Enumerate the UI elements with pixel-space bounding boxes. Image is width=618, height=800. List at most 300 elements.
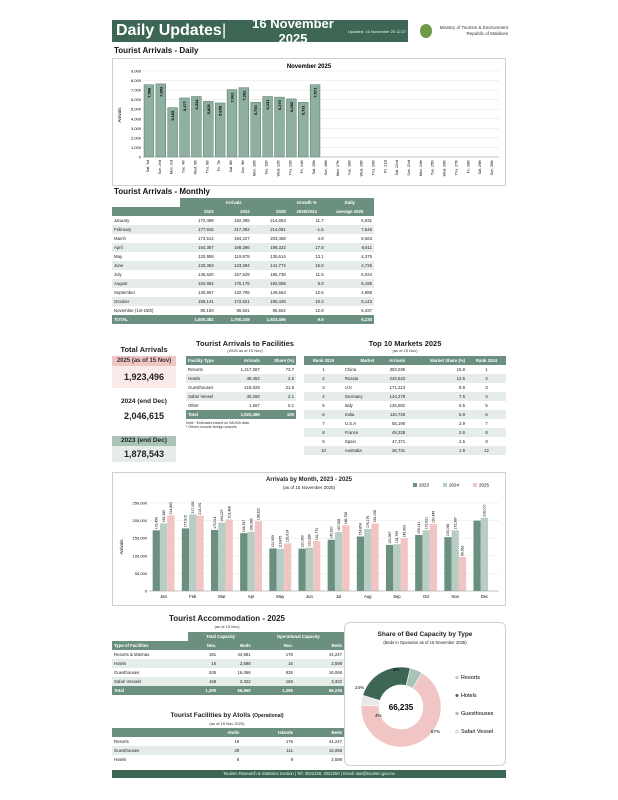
markets-cell: 5.8 bbox=[459, 412, 466, 417]
kpi-label-2024: 2024 (end Dec) bbox=[121, 398, 167, 405]
markets-cell: 7 bbox=[322, 421, 325, 426]
markets-cell: 6 bbox=[322, 412, 325, 417]
monthly-cell: 6,611 bbox=[361, 245, 372, 250]
monthly-row bbox=[112, 234, 374, 243]
markets-cell: 6 bbox=[485, 412, 488, 417]
mchart-bar-label: 186,738 bbox=[344, 512, 349, 525]
accom-cell: 16,068 bbox=[237, 670, 251, 675]
accom-row bbox=[112, 659, 344, 668]
markets-cell: Russia bbox=[344, 376, 359, 381]
monthly-cell: 6,931 bbox=[361, 218, 372, 223]
atolls-cell: 9 bbox=[290, 757, 293, 762]
atolls-cell: 111 bbox=[286, 748, 293, 753]
h-arrivals: Arrivals bbox=[180, 198, 288, 207]
mchart-xtick: Jan bbox=[160, 594, 167, 599]
atolls-row bbox=[112, 755, 344, 764]
mchart-bar-label: 192,385 bbox=[161, 510, 166, 523]
markets-cell: 144,278 bbox=[389, 394, 406, 399]
pie-legend-swatch bbox=[456, 676, 459, 679]
monthly-cell: 119,875 bbox=[234, 254, 250, 259]
markets-cell: U.K bbox=[344, 385, 353, 390]
markets-cell: 171,213 bbox=[389, 385, 406, 390]
daily-xtick: Mon, 24th bbox=[418, 160, 423, 176]
markets-row bbox=[304, 419, 506, 428]
accom-cell: Guesthouses bbox=[114, 670, 140, 675]
atolls-row bbox=[112, 737, 344, 746]
monthly-row bbox=[112, 243, 374, 252]
monthly-cell: 7,646 bbox=[361, 227, 372, 232]
monthly-cell: 85,601 bbox=[236, 308, 250, 313]
monthly-table-wrap bbox=[112, 198, 374, 324]
daily-xtick: Thu, 27th bbox=[454, 160, 459, 176]
accom-title: Tourist Accommodation - 2025 bbox=[168, 614, 286, 623]
markets-cell: Germany bbox=[344, 394, 363, 399]
mchart-bar-label: 153,058 bbox=[446, 523, 451, 537]
daily-xtick: Mon, 10th bbox=[252, 160, 257, 176]
pie-legend-swatch bbox=[456, 730, 459, 733]
pie-legend-swatch bbox=[456, 712, 459, 715]
monthly-cell: 9.0 bbox=[317, 281, 324, 286]
ah-nos1: Nos. bbox=[188, 641, 218, 650]
atolls-cell: Guesthouses bbox=[114, 748, 140, 753]
markets-cell: 9 bbox=[485, 439, 488, 444]
h-growth: Growth % bbox=[288, 198, 326, 207]
pie-legend-swatch bbox=[456, 694, 459, 697]
facilities-cell: Hotels bbox=[188, 376, 201, 381]
facilities-note-1: Note : Estimates based on IMUGA data bbox=[186, 421, 249, 425]
mchart-ytick: 200,000 bbox=[132, 518, 147, 524]
mchart-bar-label: 217,392 bbox=[190, 501, 195, 514]
markets-cell: 4 bbox=[322, 394, 325, 399]
markets-cell: 2.6 bbox=[459, 430, 466, 435]
accom-cell: 3,322 bbox=[239, 679, 251, 684]
monthly-cell: 149,563 bbox=[270, 290, 286, 295]
markets-cell: 5 bbox=[322, 403, 325, 408]
mchart-bar-2024 bbox=[160, 523, 167, 591]
monthly-cell: November (1st-15th) bbox=[114, 308, 154, 313]
markets-cell: India bbox=[344, 412, 355, 417]
facilities-title: Tourist Arrivals to Facilities bbox=[196, 339, 294, 348]
daily-xtick: Sat, 15th bbox=[312, 160, 317, 175]
markets-cell: 3 bbox=[485, 385, 488, 390]
daily-xtick: Mon, 17th bbox=[335, 160, 340, 176]
accom-cell: 935 bbox=[208, 670, 217, 675]
atolls-sub: (as of 15 Nov 2025) bbox=[209, 721, 245, 726]
daily-bar-label: 7,061 bbox=[229, 92, 235, 103]
daily-bar-label: 5,658 bbox=[217, 105, 223, 116]
mchart-bar-2025 bbox=[430, 524, 437, 591]
daily-ytick: 9,000 bbox=[130, 68, 141, 74]
facilities-table-wrap bbox=[186, 356, 296, 429]
mchart-ytick: 250,000 bbox=[132, 500, 147, 506]
markets-table bbox=[304, 356, 506, 455]
pie-center-value: 66,235 bbox=[388, 703, 414, 712]
daily-xtick: Tue, 25th bbox=[430, 160, 435, 176]
pie-legend-label: Guesthouses bbox=[461, 711, 494, 717]
monthly-cell: 173,514 bbox=[198, 236, 214, 241]
daily-ytick: 0 bbox=[138, 154, 141, 160]
monthly-cell: March bbox=[114, 236, 126, 241]
monthly-cell: 190,445 bbox=[270, 299, 286, 304]
markets-cell: Spain bbox=[344, 439, 356, 444]
markets-cell: 3 bbox=[322, 385, 325, 390]
daily-bar-label: 6,177 bbox=[182, 100, 188, 111]
mchart-bar-label: 159,141 bbox=[416, 521, 421, 534]
daily-xtick: Sat, 29th bbox=[478, 160, 483, 175]
monthly-cell: 192,385 bbox=[234, 218, 250, 223]
accom-cell: 168 bbox=[285, 679, 293, 684]
mchart-bar-2023 bbox=[269, 548, 276, 591]
monthly-row bbox=[112, 261, 374, 270]
markets-cell: 6.5 bbox=[459, 403, 466, 408]
mh-rank: Rank 2025 bbox=[304, 356, 343, 365]
monthly-cell: 6,143 bbox=[361, 299, 372, 304]
mchart-bar-2025 bbox=[255, 521, 262, 591]
facilities-row bbox=[186, 374, 296, 383]
monthly-cell: -1.5 bbox=[316, 227, 324, 232]
monthly-cell: 172,499 bbox=[198, 218, 214, 223]
mchart-bar-2024 bbox=[481, 518, 488, 591]
mchart-bar-2025 bbox=[226, 519, 233, 591]
mchart-xtick: Dec bbox=[480, 594, 489, 599]
monthly-row bbox=[112, 279, 374, 288]
mchart-legend-label: 2025 bbox=[479, 482, 490, 488]
mchart-xtick: Feb bbox=[189, 594, 197, 599]
monthly-cell: 167,528 bbox=[234, 272, 250, 277]
mchart-xtick: Oct bbox=[422, 594, 430, 599]
mchart-bar-2024 bbox=[218, 523, 225, 591]
monthly-cell: 145,620 bbox=[198, 272, 214, 277]
daily-xtick: Sun, 30th bbox=[490, 160, 495, 176]
mchart-bar-2023 bbox=[357, 536, 364, 591]
mchart-bar-2025 bbox=[459, 557, 466, 591]
facilities-cell: 2.1 bbox=[288, 394, 294, 399]
ath-atolls: Atolls bbox=[196, 728, 242, 737]
daily-chart-title: November 2025 bbox=[286, 64, 332, 70]
mchart-bar-label: 119,875 bbox=[278, 535, 283, 548]
monthly-cell: 6,024 bbox=[361, 272, 372, 277]
republic-name: Republic of Maldives bbox=[466, 31, 508, 36]
fh-share: Share (%) bbox=[262, 356, 296, 365]
monthly-cell: 13.1 bbox=[315, 254, 324, 259]
daily-xtick: Wed, 5th bbox=[193, 160, 198, 175]
markets-body bbox=[304, 365, 506, 455]
kpi-label-2025: 2025 (as of 15 Nov) bbox=[112, 356, 176, 366]
daily-bar-label: 6,270 bbox=[276, 100, 282, 111]
kpi-value-2025: 1,923,496 bbox=[112, 366, 176, 388]
mchart-bar-label: 172,387 bbox=[453, 517, 458, 530]
accom-cell: Hotels bbox=[114, 661, 127, 666]
facilities-sub: (2025 as of 15 Nov) bbox=[227, 348, 263, 353]
monthly-cell: 176,175 bbox=[234, 281, 250, 286]
facilities-cell: 1,417,087 bbox=[240, 367, 260, 372]
mchart-xtick: Mar bbox=[218, 594, 226, 599]
daily-xtick: Sun, 2nd bbox=[157, 160, 162, 175]
monthly-row bbox=[112, 306, 374, 315]
header-bar bbox=[112, 16, 512, 46]
daily-xtick: Fri, 28th bbox=[466, 160, 471, 174]
markets-cell: 12 bbox=[484, 448, 489, 453]
mchart-ytick: 0 bbox=[144, 588, 147, 594]
monthly-cell: August bbox=[114, 281, 128, 286]
accom-cell: 16 bbox=[211, 661, 217, 666]
mchart-bar-label: 194,227 bbox=[220, 509, 225, 522]
mchart-bar-2023 bbox=[444, 537, 451, 591]
atolls-cell: 19 bbox=[234, 739, 240, 744]
mchart-bar-2024 bbox=[247, 532, 254, 591]
mchart-bar-label: 120,959 bbox=[271, 535, 276, 548]
markets-cell: 15.8 bbox=[456, 367, 466, 372]
markets-row bbox=[304, 437, 506, 446]
mchart-bar-label: 214,863 bbox=[169, 502, 174, 515]
mchart-xtick: Nov bbox=[451, 594, 459, 599]
mchart-xtick: May bbox=[276, 594, 285, 599]
monthly-body bbox=[112, 216, 374, 324]
mchart-bar-2025 bbox=[342, 525, 349, 591]
mchart-bar-label: 149,563 bbox=[402, 525, 407, 538]
facilities-cell: 49,452 bbox=[246, 376, 260, 381]
mh-market: Market bbox=[343, 356, 376, 365]
mchart-bar-label: 173,514 bbox=[212, 516, 217, 529]
accom-total-cell: 66,969 bbox=[218, 686, 253, 695]
daily-xtick: Wed, 12th bbox=[276, 160, 281, 177]
mchart-bar-2023 bbox=[298, 549, 305, 591]
markets-cell: France bbox=[344, 430, 359, 435]
accom-body bbox=[112, 650, 344, 695]
daily-xtick: Sat, 8th bbox=[229, 160, 233, 173]
daily-bar-label: 7,566 bbox=[146, 87, 152, 98]
ah-total: Total Capacity bbox=[188, 632, 252, 641]
daily-xtick: Tue, 4th bbox=[181, 160, 186, 174]
mchart-ytick: 100,000 bbox=[132, 553, 147, 559]
monthly-cell: 203,468 bbox=[270, 236, 286, 241]
atolls-title: Tourist Facilities by Atolls bbox=[170, 712, 251, 719]
mchart-bar-2024 bbox=[189, 514, 196, 591]
page-title: Daily Updates bbox=[116, 22, 222, 39]
monthly-cell: 4.8 bbox=[317, 236, 324, 241]
facilities-total-cell: 1,923,496 bbox=[229, 410, 262, 419]
mchart-xtick: Apr bbox=[247, 594, 255, 599]
mh-share: Market Share (%) bbox=[407, 356, 467, 365]
monthly-cell: 214,091 bbox=[270, 227, 286, 232]
mchart-subtitle: (as of 15 November 2025) bbox=[282, 485, 336, 490]
monthly-row bbox=[112, 270, 374, 279]
monthly-table bbox=[112, 198, 374, 324]
monthly-cell: January bbox=[114, 218, 130, 223]
monthly-cell: 159,141 bbox=[198, 299, 214, 304]
monthly-cell: 168,366 bbox=[234, 245, 250, 250]
mchart-bar-label: 190,445 bbox=[431, 510, 436, 523]
daily-ytick: 6,000 bbox=[130, 97, 141, 103]
atolls-cell: Resorts bbox=[114, 739, 129, 744]
accom-cell: 181 bbox=[208, 652, 217, 657]
monthly-cell: 6,437 bbox=[361, 308, 372, 313]
monthly-cell: September bbox=[114, 290, 136, 295]
facilities-row bbox=[186, 365, 296, 374]
mchart-bar-2025 bbox=[196, 516, 203, 591]
monthly-cell: February bbox=[114, 227, 132, 232]
monthly-cell: 17.8 bbox=[315, 245, 324, 250]
mchart-bar-2025 bbox=[371, 523, 378, 591]
mh-rank24: Rank 2024 bbox=[467, 356, 506, 365]
monthly-row bbox=[112, 297, 374, 306]
accom-total-row bbox=[112, 686, 344, 695]
mchart-ylabel: Arrivals bbox=[119, 539, 124, 555]
accom-total-cell: 1,300 bbox=[188, 686, 218, 695]
atolls-cell: 8 bbox=[236, 757, 240, 762]
mchart-bar-2023 bbox=[240, 533, 247, 591]
monthly-cell: October bbox=[114, 299, 130, 304]
mchart-bar-2025 bbox=[284, 543, 291, 591]
facilities-cell: 1,667 bbox=[249, 403, 260, 408]
mchart-bar-label: 132,795 bbox=[395, 530, 400, 544]
mchart-bar-label: 154,854 bbox=[358, 523, 363, 536]
monthly-cell: April bbox=[114, 245, 123, 250]
monthly-cell: 130,967 bbox=[198, 290, 214, 295]
mchart-legend-label: 2023 bbox=[419, 482, 430, 488]
facilities-cell: 73.7 bbox=[285, 367, 294, 372]
fh-arrivals: Arrivals bbox=[229, 356, 262, 365]
daily-ytick: 4,000 bbox=[130, 116, 141, 122]
daily-ytick: 5,000 bbox=[130, 106, 141, 112]
monthly-cell: June bbox=[114, 263, 124, 268]
daily-bar-label: 6,082 bbox=[288, 101, 294, 112]
accom-cell: 3,322 bbox=[331, 679, 342, 684]
facilities-cell: Safari Vessel bbox=[188, 394, 214, 399]
pie-frame bbox=[344, 622, 506, 766]
markets-cell: U.S.A bbox=[344, 421, 357, 426]
daily-section-title: Tourist Arrivals - Daily bbox=[114, 46, 199, 55]
mchart-bar-2024 bbox=[422, 530, 429, 591]
mchart-bar-2024 bbox=[335, 532, 342, 591]
markets-row bbox=[304, 392, 506, 401]
daily-xtick: Sat, 1st bbox=[145, 160, 150, 173]
monthly-cell: 186,738 bbox=[270, 272, 286, 277]
monthly-total-cell: 1,923,496 bbox=[252, 315, 288, 324]
monthly-cell: 120,363 bbox=[198, 263, 214, 268]
daily-bar-label: 7,262 bbox=[241, 90, 247, 101]
facilities-total-cell: 100 bbox=[262, 410, 296, 419]
facilities-cell: 0.1 bbox=[288, 403, 294, 408]
markets-cell: 7.5 bbox=[459, 394, 466, 399]
monthly-cell: 4,726 bbox=[361, 263, 372, 268]
daily-xtick: Thu, 20th bbox=[371, 160, 376, 176]
mchart-bar-label: 177,915 bbox=[183, 515, 188, 528]
daily-xtick: Tue, 18th bbox=[347, 160, 352, 176]
markets-cell: 7 bbox=[485, 421, 488, 426]
markets-cell: 2.9 bbox=[459, 421, 466, 426]
monthly-cell: 15.0 bbox=[315, 263, 324, 268]
markets-cell: 1 bbox=[322, 367, 325, 372]
accom-cell: Safari Vessels bbox=[114, 679, 142, 684]
monthly-cell: 198,322 bbox=[270, 245, 286, 250]
mchart-xtick: Sep bbox=[393, 594, 401, 599]
mchart-bar-label: 176,175 bbox=[365, 515, 370, 528]
monthly-total-row bbox=[112, 315, 374, 324]
mchart-legend-swatch bbox=[443, 483, 447, 487]
accom-cell: 44,247 bbox=[328, 652, 342, 657]
monthly-row bbox=[112, 252, 374, 261]
mchart-legend-swatch bbox=[413, 483, 417, 487]
markets-cell: 9 bbox=[322, 439, 325, 444]
mchart-bar-2024 bbox=[306, 548, 313, 591]
monthly-cell: 96,562 bbox=[272, 308, 286, 313]
daily-bar-label: 7,653 bbox=[158, 86, 164, 97]
markets-cell: 303,035 bbox=[389, 367, 406, 372]
pie-pct-label: 24% bbox=[355, 685, 365, 690]
mchart-bar-label: 120,363 bbox=[300, 535, 305, 548]
atolls-cell: Hotels bbox=[114, 757, 127, 762]
mchart-bar-2024 bbox=[452, 530, 459, 591]
pie-pct-label: 5% bbox=[393, 667, 400, 672]
monthly-section-title: Tourist Arrivals - Monthly bbox=[114, 187, 211, 196]
markets-cell: 8.9 bbox=[459, 385, 466, 390]
atolls-cell: 176 bbox=[285, 739, 293, 744]
daily-xtick: Thu, 13th bbox=[288, 160, 293, 176]
monthly-cell: 177,915 bbox=[198, 227, 214, 232]
atolls-title-2: (Operational) bbox=[252, 713, 284, 719]
mh-arrivals: Arrivals bbox=[376, 356, 407, 365]
mchart-bar-2025 bbox=[167, 515, 174, 591]
markets-cell: 8 bbox=[485, 430, 488, 435]
monthly-cell: 135,614 bbox=[270, 254, 286, 259]
pie-chart bbox=[345, 623, 505, 765]
mchart-bar-2023 bbox=[415, 535, 422, 591]
daily-bar-label: 5,825 bbox=[205, 104, 211, 115]
accom-cell: 168 bbox=[208, 679, 217, 684]
mchart-bar-2023 bbox=[473, 521, 480, 591]
facilities-body bbox=[186, 365, 296, 419]
daily-ytick: 8,000 bbox=[130, 78, 141, 84]
facilities-total-row bbox=[186, 410, 296, 419]
markets-sub: (as of 15 Nov) bbox=[392, 348, 418, 353]
fh-type: Facility Type bbox=[186, 356, 229, 365]
monthly-cell: 11.5 bbox=[315, 272, 324, 277]
accom-total-cell: 1,295 bbox=[253, 686, 295, 695]
monthly-cell: 80,193 bbox=[200, 308, 214, 313]
monthly-chart-frame bbox=[112, 472, 506, 606]
atolls-cell: 20 bbox=[234, 748, 240, 753]
facilities-total-cell: Total bbox=[186, 410, 229, 419]
daily-xtick: Fri, 7th bbox=[217, 160, 222, 172]
daily-ytick: 2,000 bbox=[130, 135, 141, 141]
accom-total-cell: Total bbox=[112, 686, 188, 695]
accom-cell: 16 bbox=[288, 661, 293, 666]
monthly-total-cell: 1,600,382 bbox=[180, 315, 216, 324]
daily-xtick: Sat, 22nd bbox=[395, 160, 400, 176]
pie-title: Share of Bed Capacity by Type bbox=[377, 631, 473, 638]
markets-cell: Italy bbox=[344, 403, 353, 408]
mchart-bar-label: 167,528 bbox=[336, 518, 341, 532]
markets-cell: 110,726 bbox=[389, 412, 406, 417]
ah-nos2: Nos. bbox=[253, 641, 295, 650]
markets-cell: 4 bbox=[485, 394, 488, 399]
markets-row bbox=[304, 383, 506, 392]
ath-beds: Beds bbox=[295, 728, 344, 737]
markets-cell: 8 bbox=[322, 430, 325, 435]
facilities-cell: 415,028 bbox=[244, 385, 260, 390]
monthly-total-cell: 9.9 bbox=[288, 315, 326, 324]
emblem-icon bbox=[420, 24, 432, 38]
mchart-legend-swatch bbox=[473, 483, 477, 487]
mchart-bar-label: 135,614 bbox=[285, 529, 290, 543]
markets-cell: 5 bbox=[485, 403, 488, 408]
accom-sub: (as of 15 Nov) bbox=[214, 624, 240, 629]
monthly-cell: 4,375 bbox=[361, 254, 372, 259]
monthly-cell: 6,563 bbox=[361, 236, 372, 241]
mchart-bar-2025 bbox=[313, 541, 320, 591]
mchart-bar-2023 bbox=[182, 528, 189, 591]
